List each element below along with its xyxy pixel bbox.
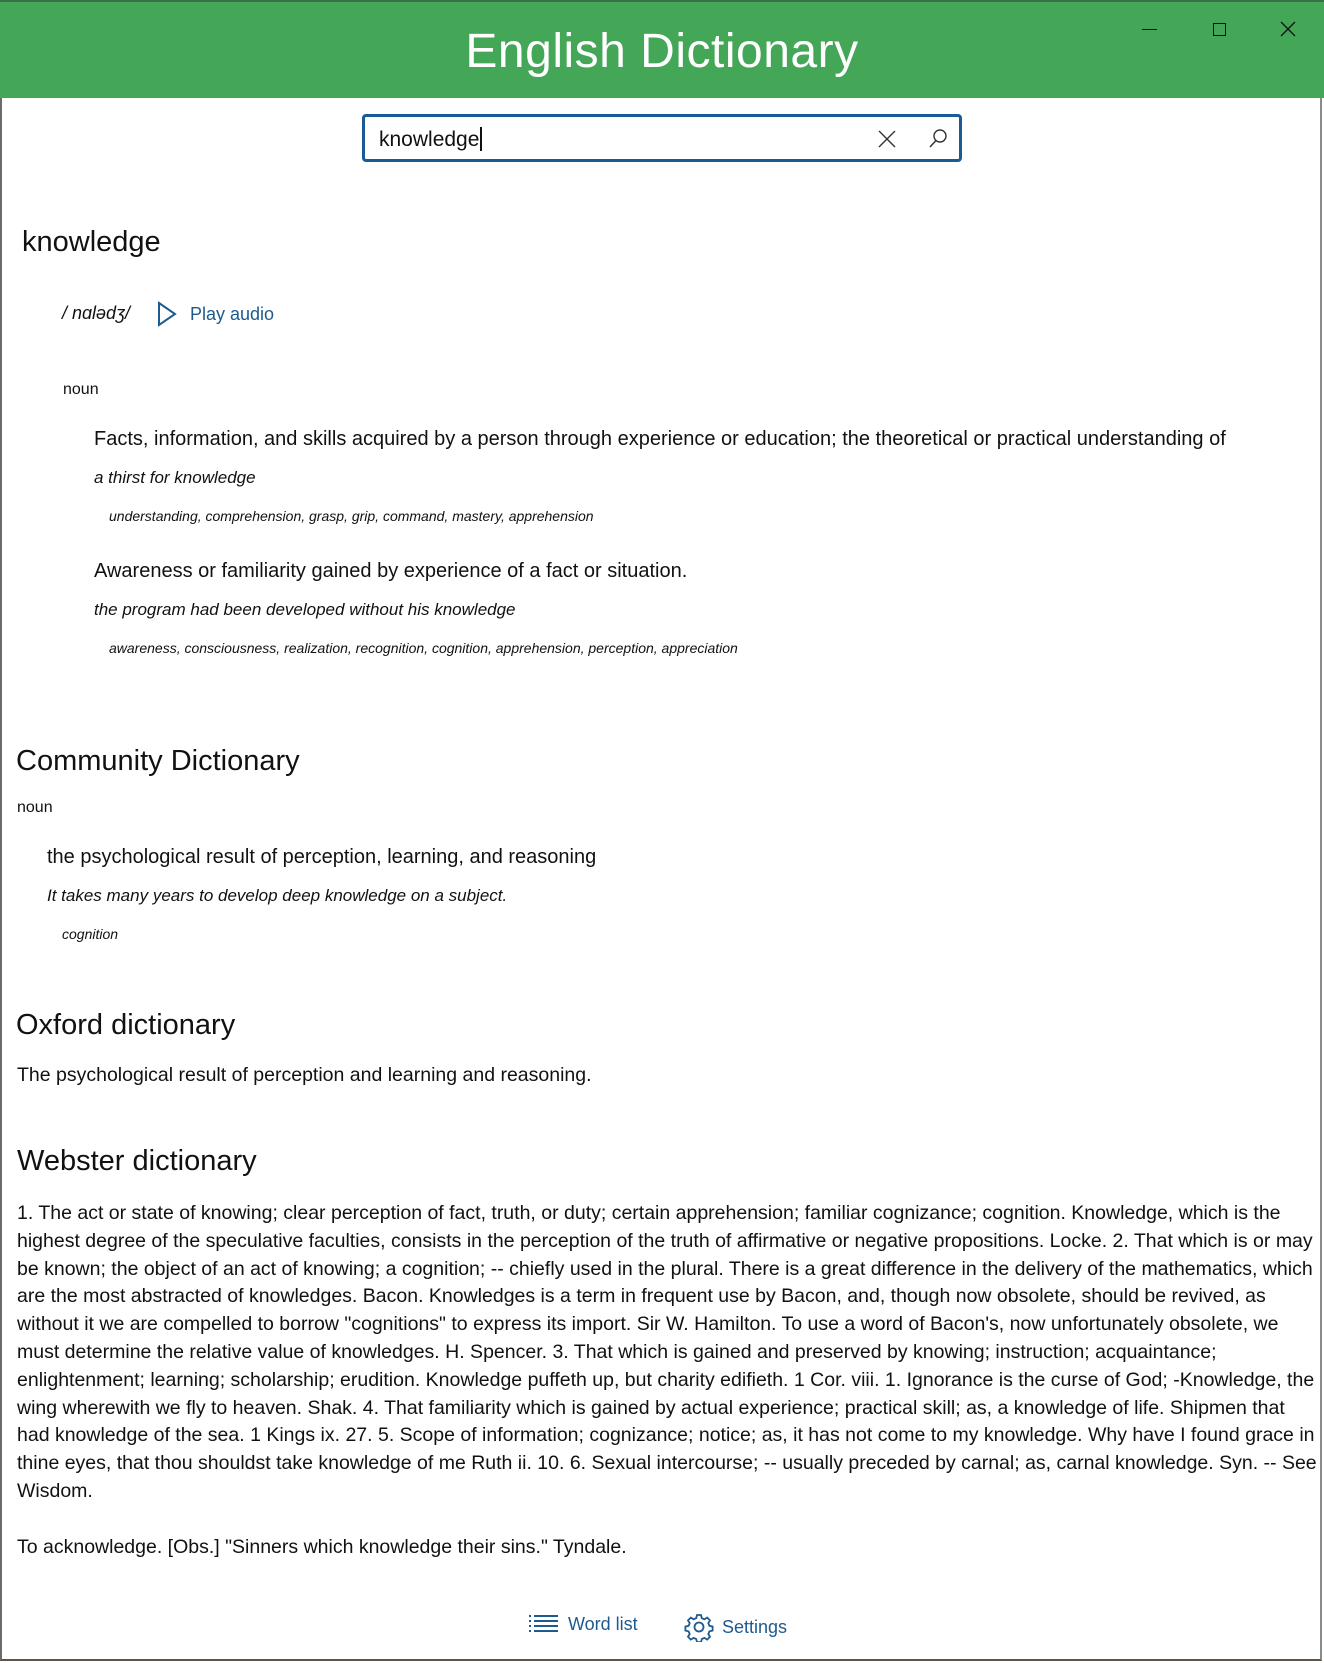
settings-label: Settings: [722, 1616, 788, 1637]
word-list-label: Word list: [568, 1613, 638, 1634]
play-audio-button[interactable]: [156, 300, 274, 328]
pronunciation: / nɑlədʒ/: [62, 303, 131, 323]
search-button[interactable]: [925, 126, 951, 152]
title-bar: [0, 0, 1324, 98]
list-icon: [528, 1612, 560, 1636]
close-icon: [875, 127, 899, 151]
maximize-icon: [1213, 23, 1226, 36]
example-1: a thirst for knowledge: [94, 468, 256, 487]
clear-search-button[interactable]: [875, 127, 899, 151]
part-of-speech: noun: [63, 381, 99, 398]
close-button[interactable]: [1265, 14, 1311, 44]
example-2: the program had been developed without his knowledge: [94, 600, 516, 619]
app-title: English Dictionary: [465, 25, 859, 78]
close-icon: [1280, 21, 1296, 37]
synonyms-1: understanding, comprehension, grasp, grip, command, mastery, apprehension: [109, 508, 594, 524]
webster-paragraph: To acknowledge. [Obs.] "Sinners which knowledge their sins." Tyndale.: [17, 1535, 627, 1558]
community-example: It takes many years to develop deep knowledge on a subject.: [47, 886, 508, 905]
word-list-button[interactable]: [528, 1612, 638, 1636]
definition-2: Awareness or familiarity gained by experience of a fact or situation.: [94, 560, 688, 582]
community-definition: the psychological result of perception, learning, and reasoning: [47, 846, 597, 868]
oxford-definition: The psychological result of perception and learning and reasoning.: [17, 1064, 592, 1086]
search-box[interactable]: [362, 114, 962, 162]
minimize-button[interactable]: [1126, 14, 1172, 44]
search-input-value: knowledge: [379, 128, 480, 151]
community-part-of-speech: noun: [17, 799, 53, 816]
word-title: knowledge: [22, 226, 161, 258]
gear-icon: [684, 1612, 714, 1642]
play-audio-label: Play audio: [190, 303, 275, 324]
search-icon: [925, 126, 951, 152]
webster-definition: [17, 1200, 1317, 1561]
webster-paragraph: 1. The act or state of knowing; clear perception of fact, truth, or duty; certain apprehension; familiar cognizance; cognition. Knowledge, which is the highest degree of the speculative faculties, consists in the perception of the truth of affirmative or negative propositions. Locke. 2. That which is or may be known; the object of an act of knowing; a cognition; -- chiefly used in the plural. There is a great difference in the delivery of the mathematics, which are the most abstracted of knowledges. Bacon. Knowledges is a term in frequent use by Bacon, and, though now obsolete, should be revived, as without it we are compelled to borrow "cognitions" to express its import. Sir W. Hamilton. To use a word of Bacon's, now unfortunately obsolete, we must determine the relative value of knowledges. H. Spencer. 3. That which is gained and preserved by knowing; instruction; acquaintance; enlightenment; learning; scholarship; erudition. Knowledge puffeth up, but charity edifieth. 1 Cor. viii. 1. Ignorance is the curse of God; -Knowledge, the wing wherewith we fly to heaven. Shak. 4. That familiarity which is gained by actual experience; practical skill; as, a knowledge of life. Shipmen that had knowledge of the sea. 1 Kings ix. 27. 5. Scope of information; cognizance; notice; as, it has not come to my knowledge. Why have I found grace in thine eyes, that thou shouldst take knowledge of me Ruth ii. 10. 6. Sexual intercourse; -- usually preceded by carnal; as, carnal knowledge. Syn. -- See Wisdom.: [17, 1202, 1317, 1502]
community-synonyms: cognition: [62, 926, 119, 942]
definition-1: Facts, information, and skills acquired by a person through experience or education; the theoretical or practical understanding of: [94, 428, 1226, 450]
minimize-icon: [1142, 29, 1157, 30]
search-input[interactable]: [379, 127, 482, 152]
community-heading: Community Dictionary: [16, 745, 300, 777]
text-caret: [480, 127, 482, 151]
webster-heading: Webster dictionary: [17, 1145, 257, 1177]
maximize-button[interactable]: [1196, 14, 1242, 44]
oxford-heading: Oxford dictionary: [16, 1009, 236, 1041]
synonyms-2: awareness, consciousness, realization, recognition, cognition, apprehension, perception, appreciation: [109, 640, 738, 656]
settings-button[interactable]: [684, 1612, 787, 1642]
play-icon: [156, 300, 178, 328]
